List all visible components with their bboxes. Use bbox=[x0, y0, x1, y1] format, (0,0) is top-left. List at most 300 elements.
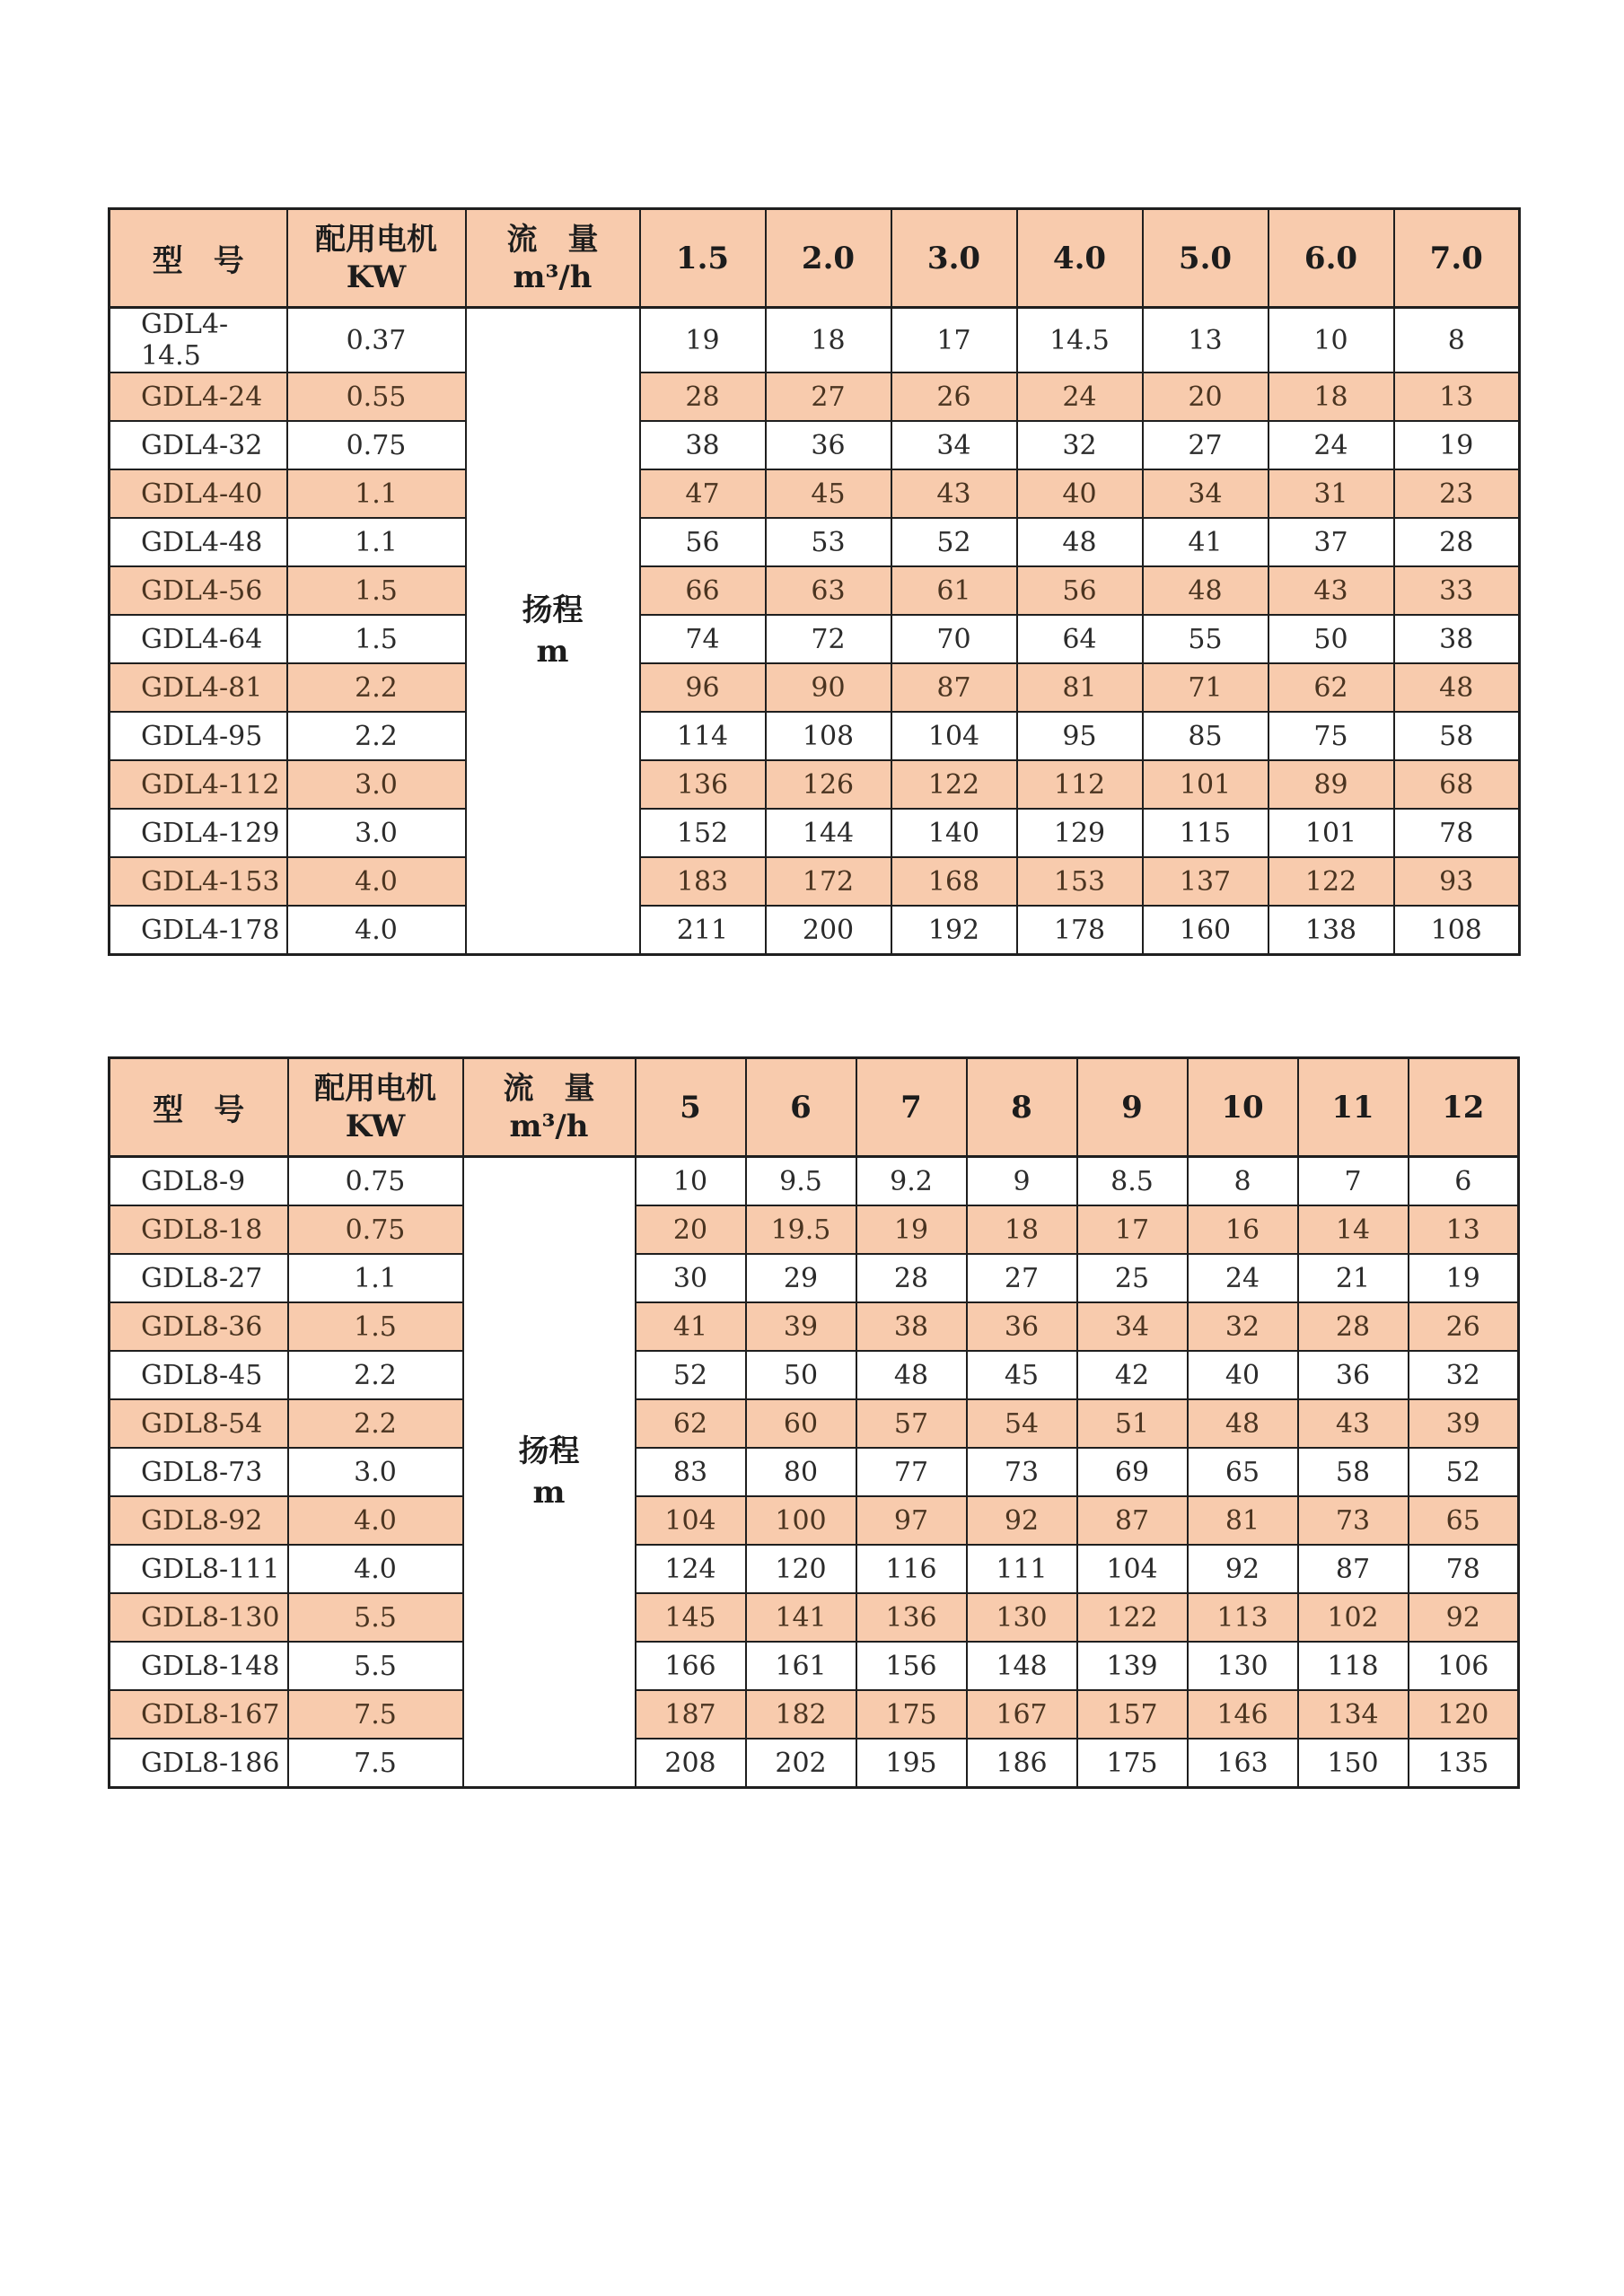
head-value-cell: 104 bbox=[636, 1496, 746, 1545]
model-cell: GDL4-178 bbox=[110, 906, 287, 955]
model-cell: GDL4-81 bbox=[110, 663, 287, 712]
head-value-cell: 101 bbox=[1143, 760, 1268, 809]
head-value-cell: 52 bbox=[1409, 1448, 1519, 1496]
head-value-cell: 130 bbox=[1188, 1642, 1298, 1690]
head-value-cell: 53 bbox=[766, 518, 891, 566]
head-value-cell: 186 bbox=[967, 1739, 1077, 1788]
head-value-cell: 87 bbox=[1298, 1545, 1409, 1593]
head-value-cell: 97 bbox=[856, 1496, 967, 1545]
model-column-header: 型 号 bbox=[110, 1058, 288, 1157]
head-value-cell: 19.5 bbox=[746, 1205, 856, 1254]
motor-label: 配用电机 bbox=[315, 221, 437, 258]
head-value-cell: 32 bbox=[1409, 1351, 1519, 1399]
head-value-cell: 75 bbox=[1268, 712, 1394, 760]
head-value-cell: 56 bbox=[1017, 566, 1143, 615]
head-value-cell: 28 bbox=[640, 372, 766, 421]
pump-spec-row bbox=[110, 663, 1520, 712]
head-value-cell: 200 bbox=[766, 906, 891, 955]
head-value-cell: 19 bbox=[1409, 1254, 1519, 1302]
head-value-cell: 65 bbox=[1409, 1496, 1519, 1545]
head-value-cell: 47 bbox=[640, 469, 766, 518]
head-value-cell: 48 bbox=[1394, 663, 1520, 712]
motor-kw-cell: 0.55 bbox=[287, 372, 466, 421]
head-value-cell: 116 bbox=[856, 1545, 967, 1593]
head-value-cell: 42 bbox=[1077, 1351, 1188, 1399]
head-value-cell: 129 bbox=[1017, 809, 1143, 857]
head-value-cell: 61 bbox=[891, 566, 1017, 615]
head-value-cell: 14.5 bbox=[1017, 308, 1143, 373]
pump-spec-row bbox=[110, 615, 1520, 663]
gdl8-pump-spec-table bbox=[108, 1056, 1520, 1789]
motor-kw-cell: 7.5 bbox=[288, 1739, 463, 1788]
head-value-cell: 16 bbox=[1188, 1205, 1298, 1254]
motor-kw-cell: 2.2 bbox=[287, 712, 466, 760]
head-value-cell: 135 bbox=[1409, 1739, 1519, 1788]
head-value-cell: 126 bbox=[766, 760, 891, 809]
head-value-cell: 38 bbox=[640, 421, 766, 469]
head-value-cell: 140 bbox=[891, 809, 1017, 857]
head-value-cell: 28 bbox=[1394, 518, 1520, 566]
pump-spec-row bbox=[110, 712, 1520, 760]
head-value-cell: 73 bbox=[1298, 1496, 1409, 1545]
pump-spec-row bbox=[110, 1642, 1519, 1690]
flow-rate-column-header: 5 bbox=[636, 1058, 746, 1157]
motor-unit-label: KW bbox=[345, 1108, 406, 1144]
head-value-cell: 48 bbox=[1188, 1399, 1298, 1448]
head-value-cell: 26 bbox=[1409, 1302, 1519, 1351]
head-value-cell: 93 bbox=[1394, 857, 1520, 906]
head-value-cell: 31 bbox=[1268, 469, 1394, 518]
gdl4-table-body bbox=[110, 308, 1520, 955]
model-cell: GDL8-27 bbox=[110, 1254, 288, 1302]
pump-spec-row bbox=[110, 1302, 1519, 1351]
model-cell: GDL4-129 bbox=[110, 809, 287, 857]
head-value-cell: 161 bbox=[746, 1642, 856, 1690]
motor-kw-column-header bbox=[288, 1058, 463, 1157]
model-cell: GDL4-56 bbox=[110, 566, 287, 615]
head-value-cell: 111 bbox=[967, 1545, 1077, 1593]
head-value-cell: 36 bbox=[967, 1302, 1077, 1351]
flow-rate-column-header: 3.0 bbox=[891, 209, 1017, 308]
model-cell: GDL8-167 bbox=[110, 1690, 288, 1739]
head-value-cell: 18 bbox=[1268, 372, 1394, 421]
head-value-cell: 156 bbox=[856, 1642, 967, 1690]
head-value-cell: 55 bbox=[1143, 615, 1268, 663]
motor-kw-cell: 1.1 bbox=[287, 469, 466, 518]
head-value-cell: 13 bbox=[1409, 1205, 1519, 1254]
head-value-cell: 163 bbox=[1188, 1739, 1298, 1788]
gdl8-header-row bbox=[110, 1058, 1519, 1157]
flow-rate-column-header: 6.0 bbox=[1268, 209, 1394, 308]
flow-rate-column-header: 8 bbox=[967, 1058, 1077, 1157]
motor-kw-column-header bbox=[287, 209, 466, 308]
head-value-cell: 70 bbox=[891, 615, 1017, 663]
head-value-cell: 19 bbox=[640, 308, 766, 373]
motor-kw-cell: 1.5 bbox=[287, 566, 466, 615]
head-value-cell: 124 bbox=[636, 1545, 746, 1593]
head-value-cell: 43 bbox=[1268, 566, 1394, 615]
pump-spec-row bbox=[110, 1496, 1519, 1545]
head-value-cell: 24 bbox=[1188, 1254, 1298, 1302]
head-value-cell: 37 bbox=[1268, 518, 1394, 566]
pump-spec-row bbox=[110, 857, 1520, 906]
head-value-cell: 39 bbox=[1409, 1399, 1519, 1448]
head-value-cell: 13 bbox=[1394, 372, 1520, 421]
head-value-cell: 50 bbox=[746, 1351, 856, 1399]
head-value-cell: 25 bbox=[1077, 1254, 1188, 1302]
head-merged-cell bbox=[463, 1157, 636, 1788]
head-label: 扬程 bbox=[522, 592, 584, 628]
head-value-cell: 92 bbox=[967, 1496, 1077, 1545]
pump-spec-row bbox=[110, 1399, 1519, 1448]
head-value-cell: 9 bbox=[967, 1157, 1077, 1206]
motor-kw-cell: 5.5 bbox=[288, 1593, 463, 1642]
head-value-cell: 95 bbox=[1017, 712, 1143, 760]
pump-spec-row bbox=[110, 1690, 1519, 1739]
head-value-cell: 38 bbox=[1394, 615, 1520, 663]
head-value-cell: 80 bbox=[746, 1448, 856, 1496]
pump-spec-row bbox=[110, 1593, 1519, 1642]
head-value-cell: 122 bbox=[1077, 1593, 1188, 1642]
head-value-cell: 100 bbox=[746, 1496, 856, 1545]
head-value-cell: 60 bbox=[746, 1399, 856, 1448]
motor-kw-cell: 3.0 bbox=[287, 760, 466, 809]
flow-unit-label: m³/h bbox=[509, 1108, 589, 1144]
head-value-cell: 68 bbox=[1394, 760, 1520, 809]
head-value-cell: 81 bbox=[1017, 663, 1143, 712]
model-cell: GDL8-130 bbox=[110, 1593, 288, 1642]
head-value-cell: 43 bbox=[1298, 1399, 1409, 1448]
pump-spec-row bbox=[110, 1739, 1519, 1788]
head-unit-label: m bbox=[532, 1475, 566, 1511]
head-value-cell: 48 bbox=[856, 1351, 967, 1399]
head-value-cell: 146 bbox=[1188, 1690, 1298, 1739]
gdl8-table-body bbox=[110, 1157, 1519, 1788]
head-value-cell: 85 bbox=[1143, 712, 1268, 760]
head-value-cell: 113 bbox=[1188, 1593, 1298, 1642]
head-value-cell: 72 bbox=[766, 615, 891, 663]
model-cell: GDL8-92 bbox=[110, 1496, 288, 1545]
head-value-cell: 175 bbox=[856, 1690, 967, 1739]
head-value-cell: 32 bbox=[1188, 1302, 1298, 1351]
head-value-cell: 10 bbox=[1268, 308, 1394, 373]
head-value-cell: 19 bbox=[856, 1205, 967, 1254]
head-value-cell: 106 bbox=[1409, 1642, 1519, 1690]
pump-spec-row bbox=[110, 372, 1520, 421]
head-value-cell: 182 bbox=[746, 1690, 856, 1739]
head-value-cell: 33 bbox=[1394, 566, 1520, 615]
flow-rate-column-header: 10 bbox=[1188, 1058, 1298, 1157]
head-value-cell: 87 bbox=[891, 663, 1017, 712]
head-value-cell: 48 bbox=[1143, 566, 1268, 615]
pump-spec-row bbox=[110, 1254, 1519, 1302]
model-cell: GDL8-73 bbox=[110, 1448, 288, 1496]
head-value-cell: 9.2 bbox=[856, 1157, 967, 1206]
head-value-cell: 175 bbox=[1077, 1739, 1188, 1788]
model-cell: GDL4-24 bbox=[110, 372, 287, 421]
motor-kw-cell: 4.0 bbox=[288, 1545, 463, 1593]
head-value-cell: 172 bbox=[766, 857, 891, 906]
head-value-cell: 153 bbox=[1017, 857, 1143, 906]
head-value-cell: 141 bbox=[746, 1593, 856, 1642]
motor-label: 配用电机 bbox=[314, 1070, 436, 1107]
head-value-cell: 69 bbox=[1077, 1448, 1188, 1496]
head-value-cell: 34 bbox=[1143, 469, 1268, 518]
model-cell: GDL8-45 bbox=[110, 1351, 288, 1399]
pump-spec-row bbox=[110, 1448, 1519, 1496]
head-value-cell: 6 bbox=[1409, 1157, 1519, 1206]
flow-rate-column-header: 11 bbox=[1298, 1058, 1409, 1157]
head-value-cell: 118 bbox=[1298, 1642, 1409, 1690]
model-cell: GDL8-18 bbox=[110, 1205, 288, 1254]
head-value-cell: 104 bbox=[891, 712, 1017, 760]
pump-spec-row bbox=[110, 1157, 1519, 1206]
head-value-cell: 102 bbox=[1298, 1593, 1409, 1642]
head-value-cell: 145 bbox=[636, 1593, 746, 1642]
head-value-cell: 90 bbox=[766, 663, 891, 712]
head-value-cell: 73 bbox=[967, 1448, 1077, 1496]
head-value-cell: 48 bbox=[1017, 518, 1143, 566]
head-value-cell: 195 bbox=[856, 1739, 967, 1788]
head-value-cell: 38 bbox=[856, 1302, 967, 1351]
motor-kw-cell: 1.5 bbox=[288, 1302, 463, 1351]
model-cell: GDL4-112 bbox=[110, 760, 287, 809]
head-value-cell: 19 bbox=[1394, 421, 1520, 469]
head-value-cell: 62 bbox=[636, 1399, 746, 1448]
flow-rate-column-header: 7 bbox=[856, 1058, 967, 1157]
flow-label: 流 量 bbox=[503, 1070, 595, 1107]
head-value-cell: 64 bbox=[1017, 615, 1143, 663]
head-value-cell: 136 bbox=[640, 760, 766, 809]
pump-spec-row bbox=[110, 566, 1520, 615]
head-value-cell: 83 bbox=[636, 1448, 746, 1496]
head-value-cell: 167 bbox=[967, 1690, 1077, 1739]
head-value-cell: 13 bbox=[1143, 308, 1268, 373]
head-label: 扬程 bbox=[518, 1433, 580, 1469]
head-value-cell: 43 bbox=[891, 469, 1017, 518]
head-value-cell: 138 bbox=[1268, 906, 1394, 955]
model-column-header: 型 号 bbox=[110, 209, 287, 308]
pump-spec-row bbox=[110, 1351, 1519, 1399]
head-value-cell: 54 bbox=[967, 1399, 1077, 1448]
flow-rate-column-header: 9 bbox=[1077, 1058, 1188, 1157]
model-cell: GDL4-95 bbox=[110, 712, 287, 760]
model-cell: GDL8-186 bbox=[110, 1739, 288, 1788]
model-cell: GDL4-48 bbox=[110, 518, 287, 566]
pump-spec-row bbox=[110, 906, 1520, 955]
head-value-cell: 134 bbox=[1298, 1690, 1409, 1739]
model-cell: GDL4-14.5 bbox=[110, 308, 287, 373]
head-value-cell: 166 bbox=[636, 1642, 746, 1690]
motor-kw-cell: 1.5 bbox=[287, 615, 466, 663]
head-value-cell: 57 bbox=[856, 1399, 967, 1448]
motor-kw-cell: 3.0 bbox=[287, 809, 466, 857]
gdl4-header-row bbox=[110, 209, 1520, 308]
head-value-cell: 52 bbox=[891, 518, 1017, 566]
head-value-cell: 87 bbox=[1077, 1496, 1188, 1545]
flow-column-header bbox=[466, 209, 640, 308]
head-value-cell: 160 bbox=[1143, 906, 1268, 955]
head-value-cell: 24 bbox=[1268, 421, 1394, 469]
head-value-cell: 18 bbox=[967, 1205, 1077, 1254]
head-value-cell: 183 bbox=[640, 857, 766, 906]
pump-spec-row bbox=[110, 760, 1520, 809]
gdl4-table-head bbox=[110, 209, 1520, 308]
head-value-cell: 8 bbox=[1188, 1157, 1298, 1206]
head-value-cell: 41 bbox=[636, 1302, 746, 1351]
head-value-cell: 77 bbox=[856, 1448, 967, 1496]
gdl4-pump-spec-table bbox=[108, 207, 1521, 956]
head-value-cell: 148 bbox=[967, 1642, 1077, 1690]
head-value-cell: 108 bbox=[766, 712, 891, 760]
head-value-cell: 63 bbox=[766, 566, 891, 615]
head-value-cell: 130 bbox=[967, 1593, 1077, 1642]
motor-kw-cell: 7.5 bbox=[288, 1690, 463, 1739]
motor-kw-cell: 1.1 bbox=[287, 518, 466, 566]
head-unit-label: m bbox=[536, 634, 569, 670]
pump-spec-row bbox=[110, 1205, 1519, 1254]
pump-spec-row bbox=[110, 308, 1520, 373]
head-value-cell: 17 bbox=[1077, 1205, 1188, 1254]
head-value-cell: 202 bbox=[746, 1739, 856, 1788]
head-value-cell: 114 bbox=[640, 712, 766, 760]
head-value-cell: 122 bbox=[891, 760, 1017, 809]
motor-kw-cell: 0.75 bbox=[287, 421, 466, 469]
head-value-cell: 120 bbox=[746, 1545, 856, 1593]
head-value-cell: 58 bbox=[1394, 712, 1520, 760]
head-value-cell: 137 bbox=[1143, 857, 1268, 906]
head-value-cell: 208 bbox=[636, 1739, 746, 1788]
model-cell: GDL4-153 bbox=[110, 857, 287, 906]
head-value-cell: 10 bbox=[636, 1157, 746, 1206]
head-value-cell: 81 bbox=[1188, 1496, 1298, 1545]
head-value-cell: 17 bbox=[891, 308, 1017, 373]
head-value-cell: 157 bbox=[1077, 1690, 1188, 1739]
head-value-cell: 23 bbox=[1394, 469, 1520, 518]
head-value-cell: 178 bbox=[1017, 906, 1143, 955]
head-value-cell: 30 bbox=[636, 1254, 746, 1302]
motor-kw-cell: 1.1 bbox=[288, 1254, 463, 1302]
motor-unit-label: KW bbox=[346, 259, 407, 295]
head-value-cell: 92 bbox=[1409, 1593, 1519, 1642]
flow-rate-column-header: 7.0 bbox=[1394, 209, 1520, 308]
head-value-cell: 36 bbox=[766, 421, 891, 469]
head-value-cell: 192 bbox=[891, 906, 1017, 955]
head-value-cell: 168 bbox=[891, 857, 1017, 906]
head-value-cell: 7 bbox=[1298, 1157, 1409, 1206]
head-value-cell: 21 bbox=[1298, 1254, 1409, 1302]
head-value-cell: 26 bbox=[891, 372, 1017, 421]
head-value-cell: 152 bbox=[640, 809, 766, 857]
head-value-cell: 20 bbox=[1143, 372, 1268, 421]
head-value-cell: 40 bbox=[1017, 469, 1143, 518]
head-value-cell: 211 bbox=[640, 906, 766, 955]
motor-kw-cell: 2.2 bbox=[288, 1351, 463, 1399]
model-cell: GDL4-64 bbox=[110, 615, 287, 663]
head-value-cell: 27 bbox=[967, 1254, 1077, 1302]
flow-rate-column-header: 12 bbox=[1409, 1058, 1519, 1157]
head-value-cell: 112 bbox=[1017, 760, 1143, 809]
head-value-cell: 122 bbox=[1268, 857, 1394, 906]
pump-spec-row bbox=[110, 469, 1520, 518]
head-value-cell: 52 bbox=[636, 1351, 746, 1399]
head-value-cell: 14 bbox=[1298, 1205, 1409, 1254]
head-value-cell: 89 bbox=[1268, 760, 1394, 809]
head-value-cell: 20 bbox=[636, 1205, 746, 1254]
head-value-cell: 45 bbox=[766, 469, 891, 518]
head-value-cell: 34 bbox=[1077, 1302, 1188, 1351]
motor-kw-cell: 2.2 bbox=[288, 1399, 463, 1448]
flow-rate-column-header: 2.0 bbox=[766, 209, 891, 308]
model-cell: GDL8-36 bbox=[110, 1302, 288, 1351]
head-value-cell: 115 bbox=[1143, 809, 1268, 857]
head-value-cell: 71 bbox=[1143, 663, 1268, 712]
head-value-cell: 139 bbox=[1077, 1642, 1188, 1690]
head-value-cell: 120 bbox=[1409, 1690, 1519, 1739]
model-cell: GDL4-40 bbox=[110, 469, 287, 518]
head-value-cell: 24 bbox=[1017, 372, 1143, 421]
flow-rate-column-header: 5.0 bbox=[1143, 209, 1268, 308]
pump-spec-row bbox=[110, 809, 1520, 857]
head-value-cell: 74 bbox=[640, 615, 766, 663]
head-value-cell: 58 bbox=[1298, 1448, 1409, 1496]
model-cell: GDL8-9 bbox=[110, 1157, 288, 1206]
head-value-cell: 62 bbox=[1268, 663, 1394, 712]
gdl8-table-head bbox=[110, 1058, 1519, 1157]
motor-kw-cell: 0.75 bbox=[288, 1205, 463, 1254]
head-value-cell: 32 bbox=[1017, 421, 1143, 469]
head-value-cell: 96 bbox=[640, 663, 766, 712]
motor-kw-cell: 0.37 bbox=[287, 308, 466, 373]
head-merged-cell bbox=[466, 308, 640, 955]
flow-column-header bbox=[463, 1058, 636, 1157]
head-value-cell: 78 bbox=[1409, 1545, 1519, 1593]
head-value-cell: 28 bbox=[1298, 1302, 1409, 1351]
head-value-cell: 34 bbox=[891, 421, 1017, 469]
head-value-cell: 36 bbox=[1298, 1351, 1409, 1399]
motor-kw-cell: 2.2 bbox=[287, 663, 466, 712]
head-value-cell: 136 bbox=[856, 1593, 967, 1642]
head-value-cell: 41 bbox=[1143, 518, 1268, 566]
head-value-cell: 92 bbox=[1188, 1545, 1298, 1593]
head-value-cell: 45 bbox=[967, 1351, 1077, 1399]
head-value-cell: 39 bbox=[746, 1302, 856, 1351]
model-cell: GDL8-148 bbox=[110, 1642, 288, 1690]
head-value-cell: 101 bbox=[1268, 809, 1394, 857]
head-value-cell: 9.5 bbox=[746, 1157, 856, 1206]
pump-spec-row bbox=[110, 421, 1520, 469]
head-value-cell: 56 bbox=[640, 518, 766, 566]
head-value-cell: 27 bbox=[1143, 421, 1268, 469]
motor-kw-cell: 4.0 bbox=[287, 906, 466, 955]
head-value-cell: 50 bbox=[1268, 615, 1394, 663]
model-cell: GDL8-111 bbox=[110, 1545, 288, 1593]
head-value-cell: 18 bbox=[766, 308, 891, 373]
motor-kw-cell: 0.75 bbox=[288, 1157, 463, 1206]
flow-rate-column-header: 1.5 bbox=[640, 209, 766, 308]
head-value-cell: 8 bbox=[1394, 308, 1520, 373]
pump-spec-row bbox=[110, 518, 1520, 566]
head-value-cell: 40 bbox=[1188, 1351, 1298, 1399]
head-value-cell: 65 bbox=[1188, 1448, 1298, 1496]
motor-kw-cell: 3.0 bbox=[288, 1448, 463, 1496]
head-value-cell: 78 bbox=[1394, 809, 1520, 857]
flow-unit-label: m³/h bbox=[513, 259, 593, 295]
head-value-cell: 66 bbox=[640, 566, 766, 615]
motor-kw-cell: 4.0 bbox=[287, 857, 466, 906]
head-value-cell: 8.5 bbox=[1077, 1157, 1188, 1206]
motor-kw-cell: 5.5 bbox=[288, 1642, 463, 1690]
